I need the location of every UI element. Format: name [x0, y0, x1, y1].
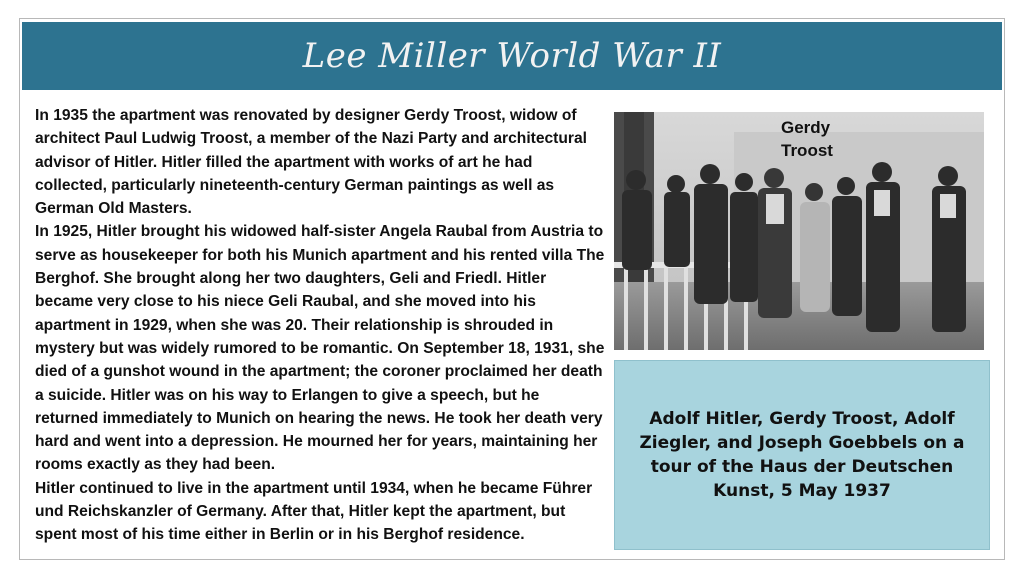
title-bar [22, 22, 1002, 90]
slide-title: Lee Miller World War II [302, 36, 722, 76]
photo-label-line2: Troost [781, 141, 833, 160]
paragraph-geli-raubal: In 1925, Hitler brought his widowed half-sister Angela Raubal from Austria to serve as housekeeper for both his Munich apartment and his rented villa The Berghof. She brought along her two daughters, Geli and Friedl. Hitler became very close to his niece Geli Raubal, and she moved into his apartment in 1929, when she was 20. Their relationship is shrouded in mystery but was widely rumored to be romantic. On September 18, 1931, she died of a gunshot wound in the apartment; the coroner proclaimed her death a suicide. Hitler was on his way to Erlangen to give a speech, but he returned immediately to Munich on hearing the news. He took her death very hard and went into a depression. He mourned her for years, maintaining her rooms exactly as they had been. [35, 223, 605, 474]
photo-label-line1: Gerdy [781, 118, 831, 137]
body-text [35, 104, 605, 547]
photo-label-gerdy-troost [781, 116, 833, 162]
paragraph-renovation: In 1935 the apartment was renovated by designer Gerdy Troost, widow of architect Paul Ludwig Troost, a member of the Nazi Party and architectural advisor of Hitler. Hitler filled the apartment with works of art he had collected, particularly nineteenth-century German paintings as well as German Old Masters. [35, 107, 587, 218]
photo-caption: Adolf Hitler, Gerdy Troost, Adolf Ziegler, and Joseph Goebbels on a tour of the Haus der Deutschen Kunst, 5 May 1937 [639, 409, 965, 501]
caption-box [614, 360, 990, 550]
paragraph-later-years: Hitler continued to live in the apartment until 1934, when he became Führer und Reichskanzler of Germany. After that, Hitler kept the apartment, but spent most of his time either in Berlin or in his Berghof residence. [35, 479, 593, 544]
